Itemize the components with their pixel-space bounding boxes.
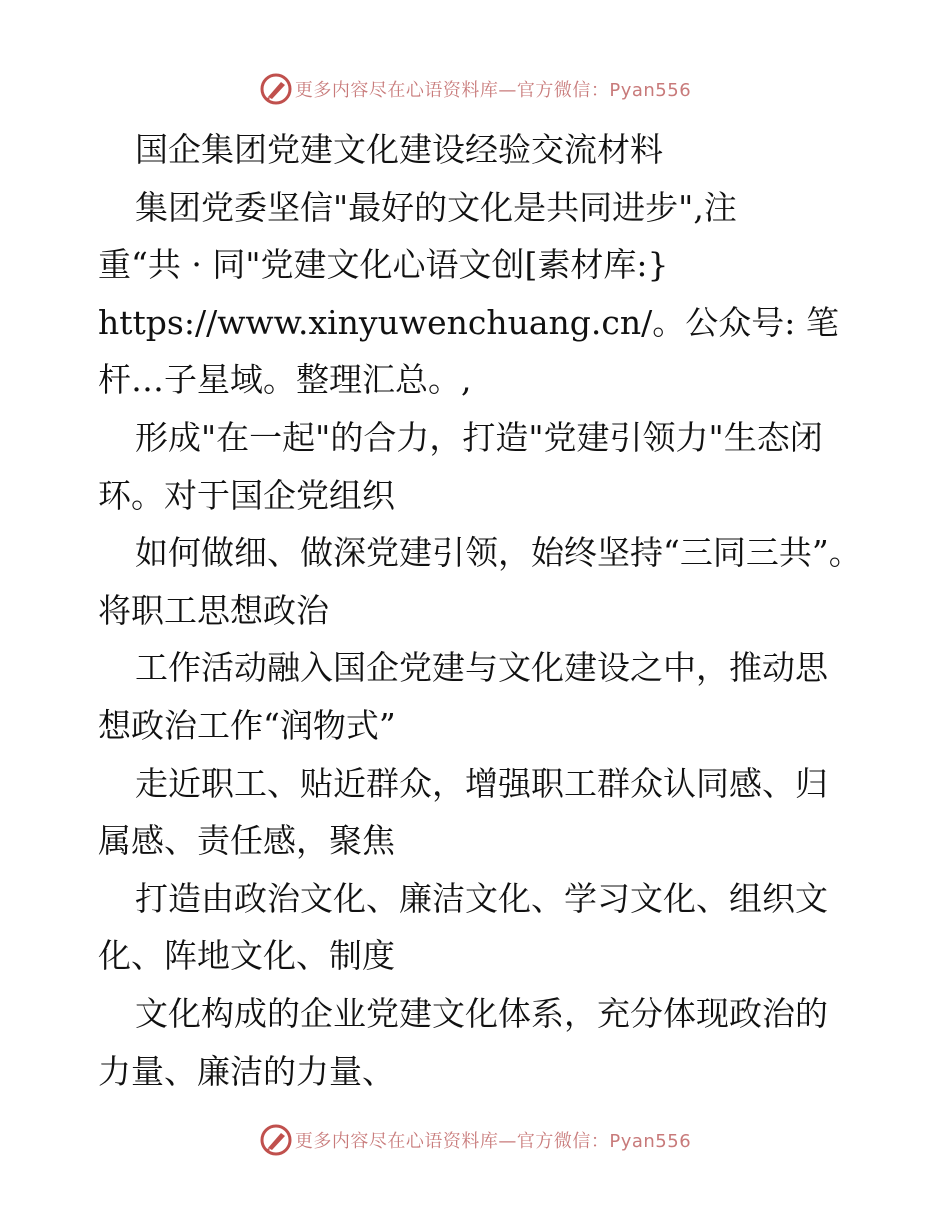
document-body	[98, 121, 879, 1100]
paragraph: 形成"在一起"的合力，打造"党建引领力"生态闭环。对于国企党组织	[98, 417, 823, 515]
paragraph: 重“共 · 同"党建文化心语文创[素材库:}	[98, 245, 669, 285]
pen-logo-icon	[259, 1123, 293, 1157]
header-watermark	[0, 72, 950, 106]
pen-logo-icon	[259, 72, 293, 106]
watermark-text: 更多内容尽在心语资料库—官方微信：Pyan556	[294, 1131, 692, 1152]
paragraph: 打造由政治文化、廉洁文化、学习文化、组织文化、阵地文化、制度	[98, 878, 828, 976]
paragraph: 文化构成的企业党建文化体系，充分体现政治的力量、廉洁的力量、	[98, 993, 828, 1091]
paragraph: 如何做细、做深党建引领，始终坚持“三同三共”。 将职工思想政治	[98, 533, 879, 630]
watermark-text: 更多内容尽在心语资料库—官方微信：Pyan556	[294, 80, 692, 101]
paragraph: 工作活动融入国企党建与文化建设之中，推动思想政治工作“润物式”	[98, 648, 828, 745]
document-title: 国企集团党建文化建设经验交流材料	[135, 130, 663, 169]
paragraph: 集团党委坚信"最好的文化是共同进步",注	[135, 187, 737, 227]
paragraph: 走近职工、贴近群众，增强职工群众认同感、归属感、责任感，聚焦	[98, 763, 828, 861]
paragraph: https://www.xinyuwenchuang.cn/。公众号: 笔	[98, 302, 839, 342]
footer-watermark	[0, 1123, 950, 1157]
paragraph: 杆…子星域。整理汇总。,	[98, 360, 472, 400]
